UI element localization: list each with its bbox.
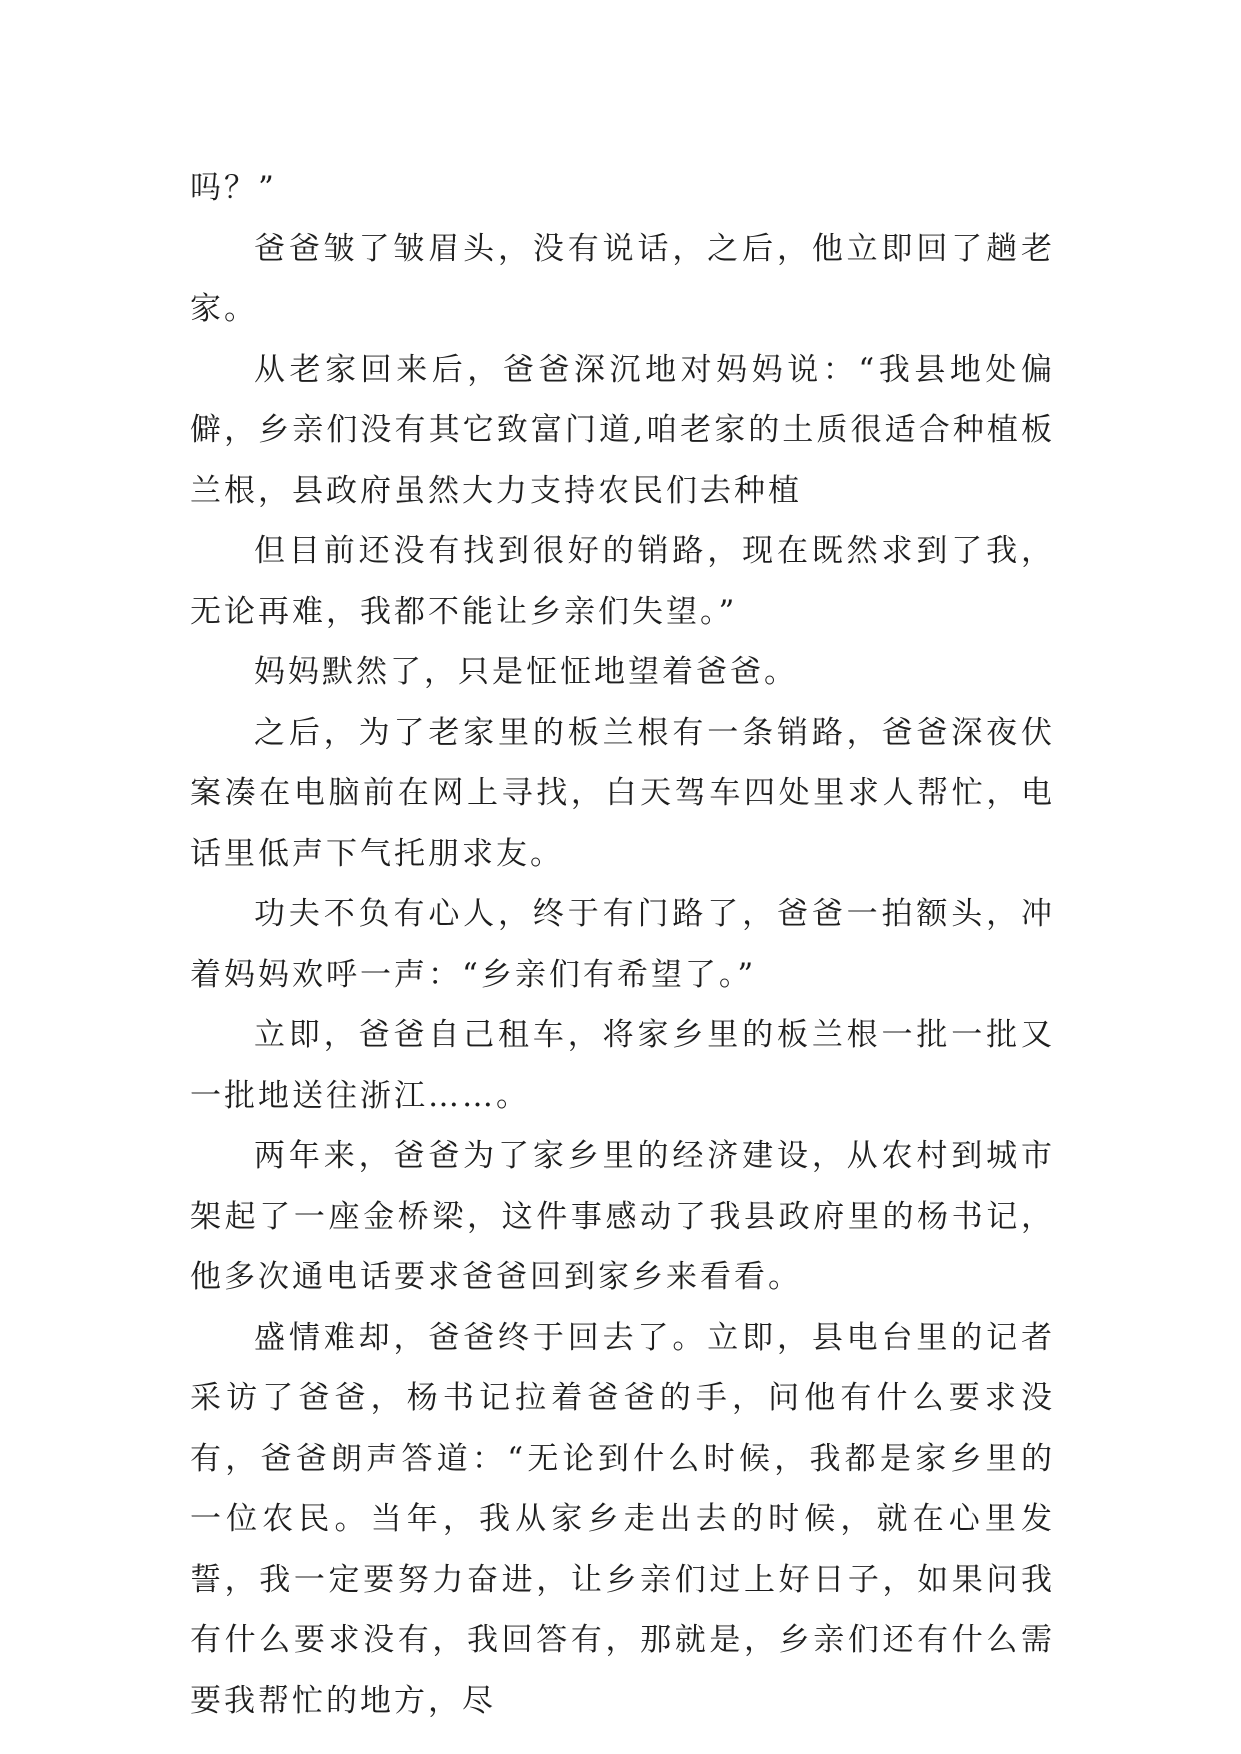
paragraph-4: 但目前还没有找到很好的销路，现在既然求到了我，无论再难，我都不能让乡亲们失望。” (190, 533, 1055, 630)
paragraph-7: 功夫不负有心人，终于有门路了，爸爸一拍额头，冲着妈妈欢呼一声：“乡亲们有希望了。” (190, 896, 1055, 993)
paragraph-5: 妈妈默然了，只是怔怔地望着爸爸。 (254, 654, 798, 690)
body-text (190, 158, 1055, 1731)
paragraph-3: 从老家回来后，爸爸深沉地对妈妈说：“我县地处偏僻，乡亲们没有其它致富门道,咱老家的土质很适合种植板兰根，县政府虽然大力支持农民们去种植 (190, 351, 1055, 509)
paragraph-10: 盛情难却，爸爸终于回去了。立即，县电台里的记者采访了爸爸，杨书记拉着爸爸的手，问他有什么要求没有，爸爸朗声答道：“无论到什么时候，我都是家乡里的一位农民。当年，我从家乡走出去的时候，就在心里发誓，我一定要努力奋进，让乡亲们过上好日子，如果问我有什么要求没有，我回答有，那就是，乡亲们还有什么需要我帮忙的地方，尽 (190, 1319, 1055, 1719)
paragraph-1: 吗？” (190, 170, 277, 206)
paragraph-6: 之后，为了老家里的板兰根有一条销路，爸爸深夜伏案凑在电脑前在网上寻找，白天驾车四处里求人帮忙，电话里低声下气托朋求友。 (190, 714, 1055, 872)
paragraph-2: 爸爸皱了皱眉头，没有说话，之后，他立即回了趟老家。 (190, 230, 1055, 327)
paragraph-9: 两年来，爸爸为了家乡里的经济建设，从农村到城市架起了一座金桥梁，这件事感动了我县政府里的杨书记，他多次通电话要求爸爸回到家乡来看看。 (190, 1138, 1055, 1295)
paragraph-8: 立即，爸爸自己租车，将家乡里的板兰根一批一批又一批地送往浙江……。 (190, 1017, 1055, 1114)
